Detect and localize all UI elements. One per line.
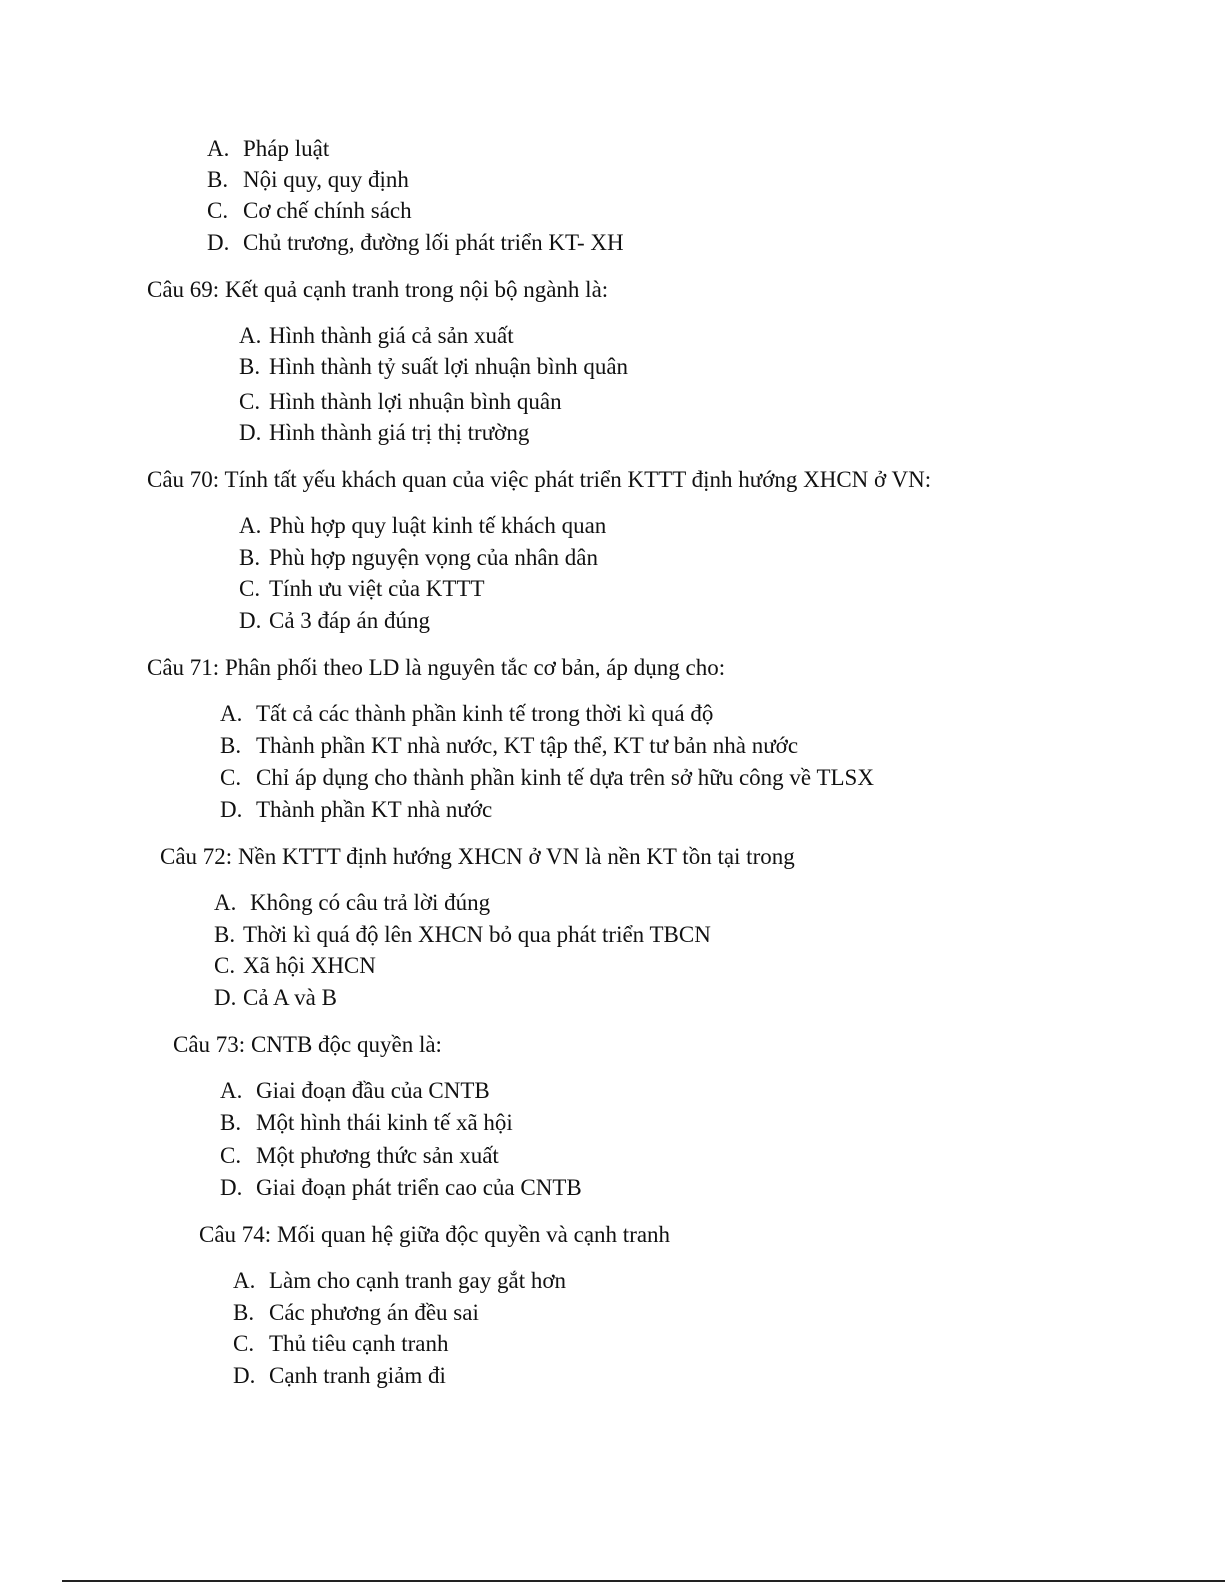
option-c: C. Hình thành lợi nhuận bình quân bbox=[239, 389, 562, 414]
page-bottom-rule bbox=[62, 1580, 1225, 1582]
option-a: A. Tất cả các thành phần kinh tế trong thời kì quá độ bbox=[220, 701, 714, 726]
question-74: Câu 74: Mối quan hệ giữa độc quyền và cạnh tranh bbox=[199, 1222, 671, 1247]
option-d: D. Cả 3 đáp án đúng bbox=[239, 608, 430, 633]
option-a: A. Làm cho cạnh tranh gay gắt hơn bbox=[233, 1268, 567, 1293]
option-a: A. Phù hợp quy luật kinh tế khách quan bbox=[239, 513, 607, 538]
option-a: A. Pháp luật bbox=[207, 136, 330, 161]
option-b: B. Hình thành tỷ suất lợi nhuận bình quân bbox=[239, 354, 629, 379]
question-71: Câu 71: Phân phối theo LD là nguyên tắc cơ bản, áp dụng cho: bbox=[147, 655, 726, 680]
option-b: B. Thành phần KT nhà nước, KT tập thể, KT tư bản nhà nước bbox=[220, 733, 799, 758]
question-70: Câu 70: Tính tất yếu khách quan của việc phát triển KTTT định hướng XHCN ở VN: bbox=[147, 467, 932, 492]
option-c: C. Một phương thức sản xuất bbox=[220, 1143, 499, 1168]
option-b: B. Các phương án đều sai bbox=[233, 1300, 479, 1325]
option-d: D. Cả A và B bbox=[214, 985, 337, 1010]
option-d: D. Chủ trương, đường lối phát triển KT- XH bbox=[207, 230, 624, 255]
option-b: B. Thời kì quá độ lên XHCN bỏ qua phát triển TBCN bbox=[214, 922, 711, 947]
option-a: A. Giai đoạn đầu của CNTB bbox=[220, 1078, 490, 1103]
option-d: D. Thành phần KT nhà nước bbox=[220, 797, 493, 822]
question-72: Câu 72: Nền KTTT định hướng XHCN ở VN là nền KT tồn tại trong bbox=[160, 844, 795, 869]
option-d: D. Hình thành giá trị thị trường bbox=[239, 420, 530, 445]
option-d: D. Giai đoạn phát triển cao của CNTB bbox=[220, 1175, 582, 1200]
option-c: C. Cơ chế chính sách bbox=[207, 198, 412, 223]
option-c: C. Tính ưu việt của KTTT bbox=[239, 576, 485, 601]
option-b: B. Nội quy, quy định bbox=[207, 167, 409, 192]
option-a: A. Không có câu trả lời đúng bbox=[214, 890, 491, 915]
question-73: Câu 73: CNTB độc quyền là: bbox=[173, 1032, 442, 1057]
option-c: C. Xã hội XHCN bbox=[214, 953, 376, 978]
option-b: B. Một hình thái kinh tế xã hội bbox=[220, 1110, 513, 1135]
option-d: D. Cạnh tranh giảm đi bbox=[233, 1363, 446, 1388]
option-c: C. Thủ tiêu cạnh tranh bbox=[233, 1331, 449, 1356]
option-b: B. Phù hợp nguyện vọng của nhân dân bbox=[239, 545, 598, 570]
question-69: Câu 69: Kết quả cạnh tranh trong nội bộ ngành là: bbox=[147, 277, 609, 302]
option-c: C. Chỉ áp dụng cho thành phần kinh tế dựa trên sở hữu công về TLSX bbox=[220, 765, 874, 790]
option-a: A. Hình thành giá cả sản xuất bbox=[239, 323, 514, 348]
